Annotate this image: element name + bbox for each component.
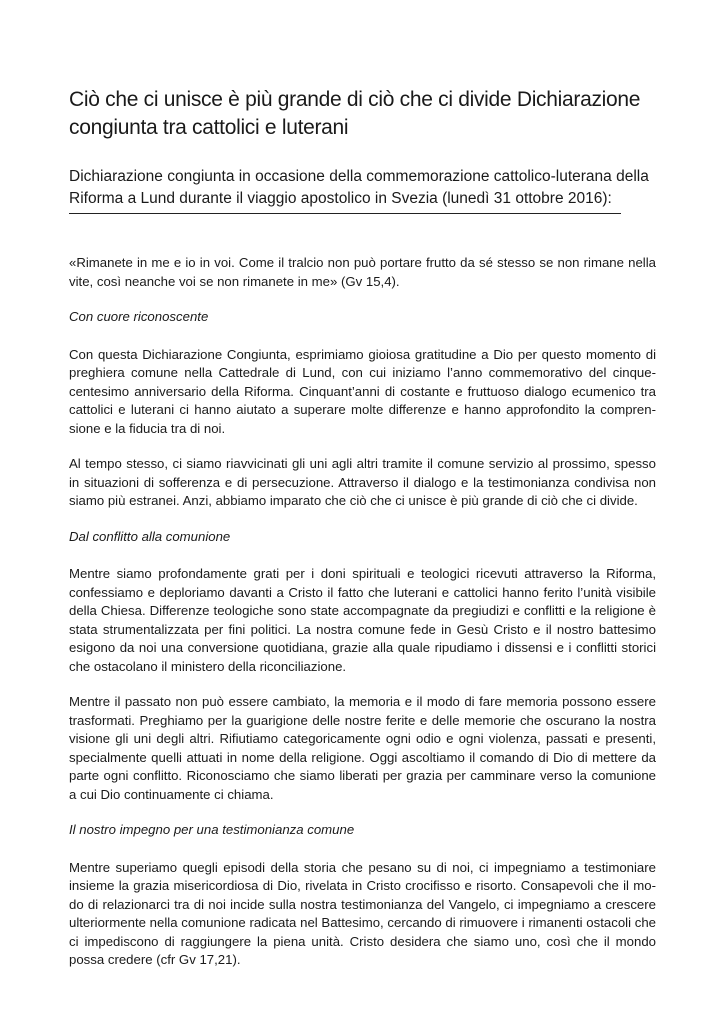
epigraph-quote: «Rimanete in me e io in voi. Come il tralcio non può portare frutto da sé stesso se non rimane nella vite, così neanche voi se non rimanete in me» (Gv 15,4).: [69, 255, 656, 289]
paragraph: Mentre superiamo quegli episodi della storia che pesano su di noi, ci impegniamo a testimoniare insieme la grazia misericordiosa di Dio, rivelata in Cristo crocifisso e risorto. Consapevoli che il modo di relazionarci tra di noi incide sulla nostra testimonianza del Vangelo, ci impegniamo a crescere ulteriormente nella comunione radicata nel Battesimo, cercando di rimuovere i rimanenti ostacoli che ci impediscono di raggiungere la piena unità. Cristo desidera che siamo uno, così che il mondo possa credere (cfr Gv 17,21).: [69, 859, 656, 967]
section-heading-commitment: Il nostro impegno per una testimonianza comune: [69, 822, 355, 837]
document-page: [69, 86, 656, 970]
document-title: Ciò che ci unisce è più grande di ciò che ci divide Dichiarazione congiunta tra cattolici e luterani: [69, 88, 641, 139]
paragraph: Mentre siamo profondamente grati per i doni spirituali e teologici ricevuti attraverso la Riforma, confessiamo e deploriamo davanti a Cristo il fatto che luterani e cattolici hanno ferito l’unità visibile della Chiesa. Differenze teologiche sono state accompagnate da pregiudizi e conflitti e la religione è stata strumentalizzata per fini politici. La nostra comune fede in Gesù Cristo e il nostro battesimo esigono da noi una conversione quotidiana, grazie alla quale ripudiamo i dissensi e i conflitti storici che ostacolano il ministero della riconciliazione.: [69, 566, 656, 674]
section-heading-grateful: Con cuore riconoscente: [69, 309, 209, 324]
section-heading-conflict: Dal conflitto alla comunione: [69, 528, 231, 544]
paragraph: Con questa Dichiarazione Congiunta, esprimiamo gioiosa gratitudine a Dio per questo momento di preghiera comune nella Cattedrale di Lund, con cui iniziamo l’anno commemorativo del cinquecentesimo anniversario della Riforma. Cinquant’anni di costante e fruttuoso dialogo ecumenico tra cattolici e luterani ci hanno aiutato a superare molte differenze e hanno approfondito la comprensione e la fiducia tra di noi.: [69, 346, 656, 436]
document-subtitle: Dichiarazione congiunta in occasione della commemorazione cattolico-luterana della Riforma a Lund durante il viaggio apostolico in Svezia (lunedì 31 ottobre 2016):: [69, 168, 649, 207]
paragraph: Mentre il passato non può essere cambiato, la memoria e il modo di fare memoria possono essere trasformati. Preghiamo per la guarigione delle nostre ferite e delle memorie che oscurano la nostra visione gli uni degli altri. Rifiutiamo categoricamente ogni odio e ogni violenza, passati e presenti, specialmente quelli attuati in nome della religione. Oggi ascoltiamo il comando di Dio di mettere da parte ogni conflitto. Riconosciamo che siamo liberati per grazia per camminare verso la comunione a cui Dio continuamente ci chiama.: [69, 694, 656, 802]
paragraph: Al tempo stesso, ci siamo riavvicinati gli uni agli altri tramite il comune servizio al prossimo, spesso in situazioni di sofferenza e di persecuzione. Attraverso il dialogo e la testimonianza condivisa non siamo più estranei. Anzi, abbiamo imparato che ciò che ci unisce è più grande di ciò che ci divide.: [69, 456, 656, 508]
underline-rule: [69, 213, 621, 214]
